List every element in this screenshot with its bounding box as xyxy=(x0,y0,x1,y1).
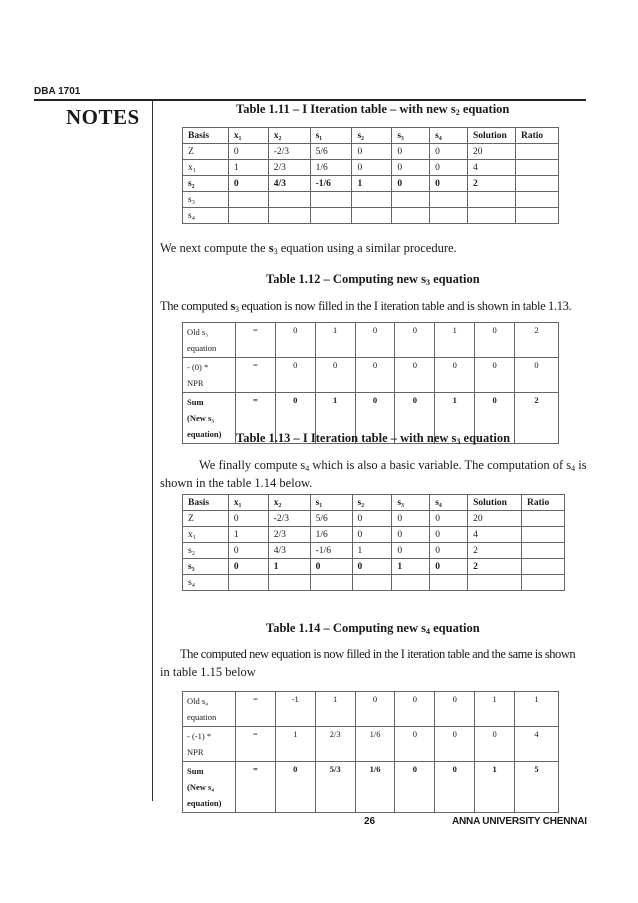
table-row xyxy=(183,559,565,575)
table-cell xyxy=(522,543,565,559)
table-row xyxy=(183,144,559,160)
table-cell: 1 xyxy=(228,527,268,543)
para-sub: 4 xyxy=(571,464,576,473)
table-cell: s₄ xyxy=(430,495,468,511)
table-cell: -1 xyxy=(275,692,315,727)
table-cell: 0 xyxy=(355,323,395,358)
table-cell: -1/6 xyxy=(310,176,352,192)
table-cell: Solution xyxy=(468,495,522,511)
caption-table-1-14 xyxy=(266,621,480,636)
table-cell xyxy=(310,208,352,224)
table-cell: s₁ xyxy=(310,495,352,511)
row-label xyxy=(183,323,236,358)
table-cell: 1 xyxy=(352,543,392,559)
table-cell: Z xyxy=(183,511,229,527)
table-cell: 4/3 xyxy=(268,176,310,192)
table-cell: 2 xyxy=(515,323,559,358)
table-cell: x₁ xyxy=(228,128,268,144)
row-label-line: - (-1) * xyxy=(187,731,212,741)
table-row xyxy=(183,208,559,224)
table-cell xyxy=(522,559,565,575)
table-cell xyxy=(392,192,430,208)
table-cell: s₂ xyxy=(183,543,229,559)
table-cell: 0 xyxy=(395,762,435,813)
table-cell: -2/3 xyxy=(268,511,310,527)
row-label-line: equation xyxy=(187,343,217,353)
table-cell: 0 xyxy=(515,358,559,393)
table-cell: 0 xyxy=(395,692,435,727)
table-cell: 0 xyxy=(475,727,515,762)
table-cell: 1 xyxy=(315,323,355,358)
caption-text: Table 1.14 – Computing new s xyxy=(266,621,426,635)
table-cell: 5/6 xyxy=(310,144,352,160)
para-bold: s xyxy=(230,299,235,313)
table-cell: 0 xyxy=(228,511,268,527)
table-cell: 0 xyxy=(392,144,430,160)
course-code: DBA 1701 xyxy=(34,86,81,97)
table-cell: 0 xyxy=(228,559,268,575)
table-cell: 0 xyxy=(430,543,468,559)
table-cell: 1 xyxy=(475,762,515,813)
table-1-12 xyxy=(182,322,559,444)
row-label-line: NPR xyxy=(187,747,204,757)
table-cell: 4 xyxy=(468,527,522,543)
table-cell: s₄ xyxy=(183,575,229,591)
table-cell: 0 xyxy=(352,559,392,575)
table-cell: s₁ xyxy=(310,128,352,144)
table-cell: 0 xyxy=(430,527,468,543)
table-cell: 0 xyxy=(395,358,435,393)
table-cell xyxy=(468,192,516,208)
table-cell: Basis xyxy=(183,495,229,511)
para-sub: 3 xyxy=(273,247,278,256)
para-text: We next compute the xyxy=(160,241,269,255)
table-cell: Ratio xyxy=(515,128,558,144)
row-label xyxy=(183,692,236,727)
table-row xyxy=(183,727,559,762)
table-cell xyxy=(515,160,558,176)
table-cell: 0 xyxy=(392,527,430,543)
table-cell: 0 xyxy=(435,727,475,762)
caption-table-1-11 xyxy=(236,102,509,117)
caption-table-1-12 xyxy=(266,272,480,287)
table-cell: -2/3 xyxy=(268,144,310,160)
table-cell: 5/3 xyxy=(315,762,355,813)
notes-heading: NOTES xyxy=(66,105,140,129)
table-cell: 2/3 xyxy=(268,527,310,543)
table-cell xyxy=(352,208,392,224)
table-cell: = xyxy=(235,762,275,813)
row-label xyxy=(183,762,236,813)
table-cell: 0 xyxy=(315,358,355,393)
table-cell xyxy=(228,575,268,591)
table-cell: 0 xyxy=(228,176,268,192)
table-cell: Ratio xyxy=(522,495,565,511)
table-cell: = xyxy=(235,323,275,358)
paragraph-6: in table 1.15 below xyxy=(160,665,256,679)
table-cell: x₁ xyxy=(183,527,229,543)
table-cell: 0 xyxy=(275,358,315,393)
table-cell: 0 xyxy=(430,559,468,575)
table-cell: 1 xyxy=(228,160,268,176)
table-cell: s₃ xyxy=(392,128,430,144)
para-text: which is also a basic variable. The computation of s xyxy=(309,458,572,472)
table-cell xyxy=(515,192,558,208)
table-row xyxy=(183,323,559,358)
table-cell: 1 xyxy=(352,176,392,192)
table-cell: = xyxy=(235,358,275,393)
table-cell: 0 xyxy=(275,323,315,358)
table-cell: Basis xyxy=(183,128,229,144)
table-cell: s₂ xyxy=(352,495,392,511)
table-cell: 1 xyxy=(275,727,315,762)
table-cell xyxy=(515,176,558,192)
table-row xyxy=(183,192,559,208)
university-name: ANNA UNIVERSITY CHENNAI xyxy=(452,816,587,827)
table-cell: 4/3 xyxy=(268,543,310,559)
table-cell: s₃ xyxy=(183,192,229,208)
table-cell: 0 xyxy=(228,144,268,160)
table-cell: 1 xyxy=(315,692,355,727)
table-cell: 1/6 xyxy=(310,527,352,543)
table-cell: 0 xyxy=(355,393,395,444)
table-cell: 0 xyxy=(475,393,515,444)
caption-table-1-13 xyxy=(236,431,510,446)
table-cell: s₂ xyxy=(183,176,229,192)
table-cell: 0 xyxy=(430,511,468,527)
table-cell: 1/6 xyxy=(355,727,395,762)
table-cell: 1 xyxy=(435,323,475,358)
caption-text: equation xyxy=(459,102,510,116)
table-cell: 0 xyxy=(392,511,430,527)
table-cell: s₃ xyxy=(183,559,229,575)
table-cell: 4 xyxy=(515,727,559,762)
para-sub: 3 xyxy=(234,305,239,314)
paragraph-5: The computed new equation is now filled in the I iteration table and the same is shown xyxy=(180,647,576,661)
table-cell: 1 xyxy=(515,692,559,727)
row-label xyxy=(183,393,236,444)
para-text: is xyxy=(575,458,587,472)
table-cell xyxy=(522,511,565,527)
table-cell xyxy=(352,192,392,208)
table-cell: 0 xyxy=(352,527,392,543)
caption-text: equation xyxy=(430,621,480,635)
caption-sub: 3 xyxy=(426,278,430,287)
table-cell: = xyxy=(235,727,275,762)
table-cell: 0 xyxy=(395,323,435,358)
margin-rule xyxy=(152,101,153,801)
table-cell: 1/6 xyxy=(355,762,395,813)
table-cell: 20 xyxy=(468,144,516,160)
table-cell: 2 xyxy=(468,543,522,559)
row-label-line: - (0) * xyxy=(187,362,209,372)
table-cell: 1 xyxy=(315,393,355,444)
row-label-line: equation) xyxy=(187,429,222,439)
table-cell: 0 xyxy=(352,160,392,176)
table-cell: 0 xyxy=(435,762,475,813)
para-bold: s xyxy=(268,241,274,255)
table-cell: s₃ xyxy=(392,495,430,511)
table-cell: 0 xyxy=(392,543,430,559)
table-cell: 0 xyxy=(355,692,395,727)
table-cell xyxy=(392,575,430,591)
caption-sub: 2 xyxy=(455,108,460,117)
table-cell: 2 xyxy=(515,393,559,444)
table-cell: x₁ xyxy=(228,495,268,511)
table-cell: 0 xyxy=(430,144,468,160)
row-label-line: Sum xyxy=(187,766,204,776)
table-cell xyxy=(522,575,565,591)
table-cell xyxy=(268,208,310,224)
table-cell: 1 xyxy=(435,393,475,444)
para-text: We finally compute s xyxy=(199,458,306,472)
table-cell: 2 xyxy=(468,176,516,192)
table-cell xyxy=(522,527,565,543)
row-label-line: Old s₃ xyxy=(187,327,209,337)
table-cell: 0 xyxy=(352,511,392,527)
table-cell: 5/6 xyxy=(310,511,352,527)
para-sub: 4 xyxy=(305,464,310,473)
table-cell xyxy=(228,192,268,208)
table-cell: s₄ xyxy=(430,128,468,144)
table-cell: 0 xyxy=(355,358,395,393)
table-cell: -1/6 xyxy=(310,543,352,559)
table-cell: 0 xyxy=(392,160,430,176)
table-cell: 0 xyxy=(392,176,430,192)
row-label xyxy=(183,727,236,762)
paragraph-2 xyxy=(160,299,571,314)
caption-sub: 3 xyxy=(456,437,461,446)
paragraph-1 xyxy=(160,241,457,256)
table-cell xyxy=(352,575,392,591)
table-cell: = xyxy=(235,692,275,727)
table-cell: 0 xyxy=(228,543,268,559)
table-cell: 0 xyxy=(352,144,392,160)
table-cell xyxy=(430,208,468,224)
table-cell: s₂ xyxy=(352,128,392,144)
table-cell xyxy=(468,575,522,591)
caption-text: equation xyxy=(460,431,511,445)
table-cell: 0 xyxy=(475,358,515,393)
table-cell xyxy=(392,208,430,224)
table-cell: 0 xyxy=(430,160,468,176)
table-cell: x₂ xyxy=(268,128,310,144)
table-row xyxy=(183,762,559,813)
table-cell: Z xyxy=(183,144,229,160)
paragraph-3 xyxy=(199,458,587,473)
row-label-line: Old s₄ xyxy=(187,696,209,706)
table-cell xyxy=(228,208,268,224)
table-cell: 4 xyxy=(468,160,516,176)
table-cell: = xyxy=(235,393,275,444)
table-cell: Solution xyxy=(468,128,516,144)
para-text: equation is now filled in the I iteration table and is shown in table 1.13. xyxy=(238,299,572,313)
table-cell: 1 xyxy=(475,692,515,727)
table-cell: 0 xyxy=(435,358,475,393)
table-cell xyxy=(310,575,352,591)
table-cell: 1 xyxy=(268,559,310,575)
table-cell: x₁ xyxy=(183,160,229,176)
table-cell xyxy=(268,192,310,208)
table-row xyxy=(183,527,565,543)
table-cell xyxy=(430,575,468,591)
row-label-line: equation) xyxy=(187,798,222,808)
table-row xyxy=(183,176,559,192)
table-row xyxy=(183,358,559,393)
header-rule xyxy=(34,99,586,101)
para-text: The computed xyxy=(160,299,231,313)
table-cell xyxy=(268,575,310,591)
table-cell: 0 xyxy=(430,176,468,192)
caption-sub: 4 xyxy=(426,627,430,636)
table-cell: 2 xyxy=(468,559,522,575)
row-label-line: NPR xyxy=(187,378,204,388)
para-text: equation using a similar procedure. xyxy=(277,241,457,255)
paragraph-4: shown in the table 1.14 below. xyxy=(160,476,313,490)
row-label-line: (New s₃ xyxy=(187,413,214,423)
row-label-line: equation xyxy=(187,712,217,722)
table-row xyxy=(183,128,559,144)
table-cell xyxy=(430,192,468,208)
table-cell: 0 xyxy=(310,559,352,575)
table-1-14 xyxy=(182,691,559,813)
table-cell: 20 xyxy=(468,511,522,527)
row-label-line: (New s₄ xyxy=(187,782,214,792)
caption-text: Table 1.11 – I Iteration table – with new s xyxy=(236,102,456,116)
table-cell: x₂ xyxy=(268,495,310,511)
table-cell xyxy=(468,208,516,224)
table-cell: 0 xyxy=(395,727,435,762)
table-row xyxy=(183,692,559,727)
page-number: 26 xyxy=(364,816,376,827)
caption-text: Table 1.12 – Computing new s xyxy=(266,272,426,286)
table-cell: 2/3 xyxy=(315,727,355,762)
table-row xyxy=(183,575,565,591)
table-cell: 1/6 xyxy=(310,160,352,176)
table-cell xyxy=(515,208,558,224)
table-row xyxy=(183,160,559,176)
table-cell: 2/3 xyxy=(268,160,310,176)
table-row xyxy=(183,511,565,527)
table-row xyxy=(183,543,565,559)
table-cell xyxy=(515,144,558,160)
row-label-line: Sum xyxy=(187,397,204,407)
table-cell: 5 xyxy=(515,762,559,813)
table-row xyxy=(183,495,565,511)
table-cell: 1 xyxy=(392,559,430,575)
table-cell: s₄ xyxy=(183,208,229,224)
table-cell: 0 xyxy=(395,393,435,444)
table-cell: 0 xyxy=(435,692,475,727)
table-cell xyxy=(310,192,352,208)
table-cell: 0 xyxy=(275,762,315,813)
table-1-11 xyxy=(182,127,559,224)
caption-text: equation xyxy=(430,272,480,286)
row-label xyxy=(183,358,236,393)
caption-text: Table 1.13 – I Iteration table – with new s xyxy=(236,431,457,445)
table-1-13 xyxy=(182,494,565,591)
table-cell: 0 xyxy=(275,393,315,444)
table-cell: 0 xyxy=(475,323,515,358)
